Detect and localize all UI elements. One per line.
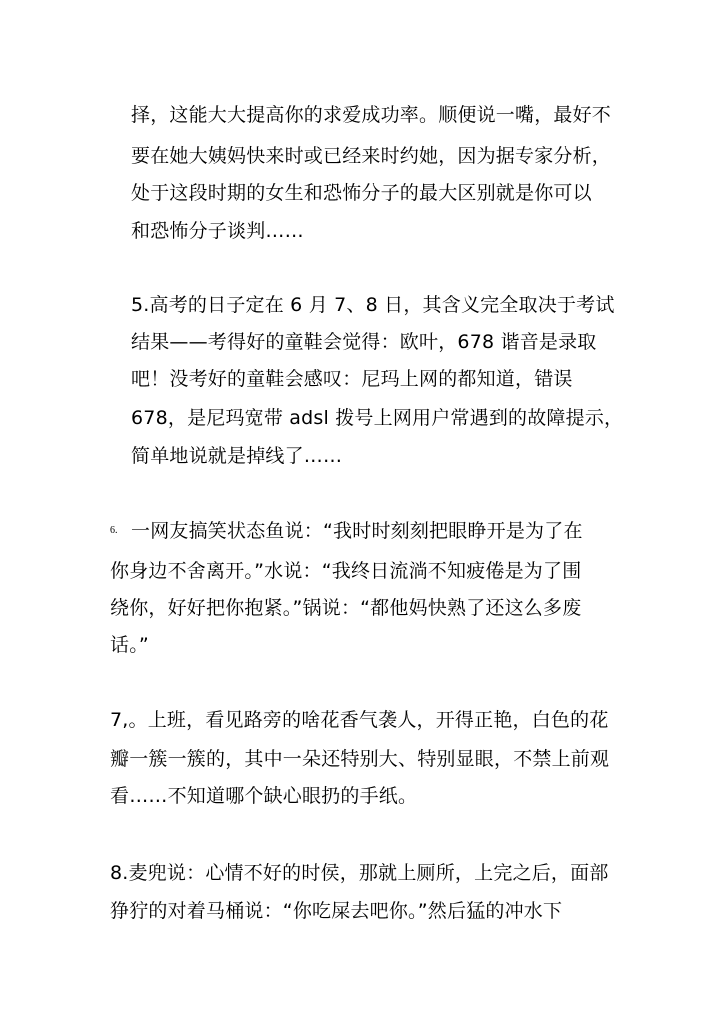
text-line: 一网友搞笑状态鱼说：“我时时刻刻把眼睁开是为了在 bbox=[131, 520, 583, 542]
text-line: 看……不知道哪个缺心眼扔的手纸。 bbox=[110, 785, 418, 807]
text-line: 7,。上班，看见路旁的啥花香气袭人，开得正艳，白色的花 bbox=[110, 709, 609, 731]
text-line: 瓣一簇一簇的，其中一朵还特别大、特别显眼，不禁上前观 bbox=[110, 748, 610, 770]
text-line: 8.麦兜说：心情不好的时侯，那就上厕所，上完之后，面部 bbox=[110, 862, 609, 884]
text-line: 和恐怖分子谈判…… bbox=[131, 220, 304, 242]
text-line: 吧！没考好的童鞋会感叹：尼玛上网的都知道，错误 bbox=[131, 368, 573, 390]
text-line: 5.高考的日子定在 6 月 7、8 日，其含义完全取决于考试 bbox=[131, 294, 615, 316]
text-line: 你身边不舍离开。”水说：“我终日流淌不知疲倦是为了围 bbox=[110, 560, 582, 582]
text-line: 狰狞的对着马桶说：“你吃屎去吧你。”然后猛的冲水下 bbox=[110, 900, 563, 922]
text-line: 绕你，好好把你抱紧。”锅说：“都他妈快熟了还这么多废 bbox=[110, 597, 582, 619]
text-line: 要在她大姨妈快来时或已经来时约她，因为据专家分析， bbox=[131, 145, 612, 167]
text-line: 简单地说就是掉线了…… bbox=[131, 445, 343, 467]
text-line: 处于这段时期的女生和恐怖分子的最大区别就是你可以 bbox=[131, 182, 592, 204]
text-line: 结果——考得好的童鞋会觉得：欧叶，678 谐音是录取 bbox=[131, 331, 597, 353]
text-line: 话。” bbox=[110, 634, 149, 656]
paragraph-number: 6. bbox=[110, 525, 118, 536]
text-line: 择，这能大大提高你的求爱成功率。顺便说一嘴，最好不 bbox=[131, 104, 612, 126]
text-line: 678，是尼玛宽带 adsl 拨号上网用户常遇到的故障提示， bbox=[131, 407, 624, 429]
